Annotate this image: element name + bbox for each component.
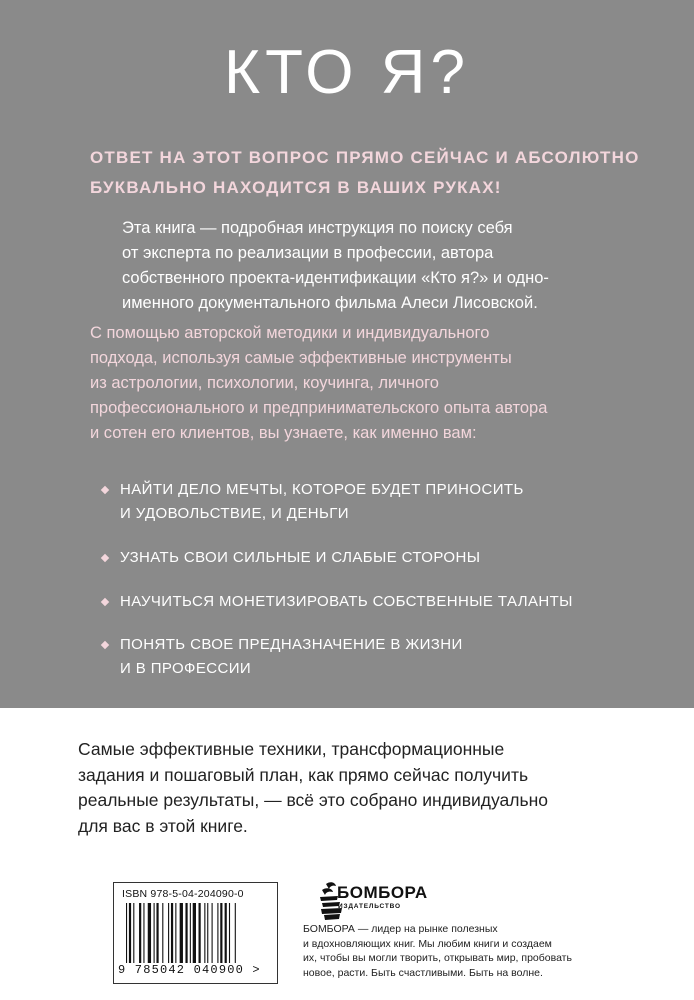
benefit-line: И УДОВОЛЬСТВИЕ, И ДЕНЬГИ (120, 505, 349, 522)
summary-line: Самые эффективные техники, трансформационные (78, 739, 505, 759)
diamond-bullet-icon (101, 641, 109, 649)
intro-line: собственного проекта-идентификации «Кто я?» и одно- (122, 269, 549, 287)
benefit-line: НАУЧИТЬСЯ МОНЕТИЗИРОВАТЬ СОБСТВЕННЫЕ ТАЛАНТЫ (120, 593, 573, 610)
intro-line: Эта книга — подробная инструкция по поиску себя (122, 219, 513, 237)
benefit-line: ПОНЯТЬ СВОЕ ПРЕДНАЗНАЧЕНИЕ В ЖИЗНИ (120, 636, 463, 653)
method-line: С помощью авторской методики и индивидуального (90, 324, 490, 342)
cover-title: КТО Я? (224, 38, 470, 107)
barcode-digits: 9 785042 040900 > (118, 963, 261, 977)
benefit-item (100, 478, 524, 526)
method-line: из астрологии, психологии, коучинга, личного (90, 374, 439, 392)
intro-line: от эксперта по реализации в профессии, автора (122, 244, 494, 262)
publisher-sub: ИЗДАТЕЛЬСТВО (338, 903, 401, 910)
barcode-icon (124, 903, 274, 963)
summary-line: для вас в этой книге. (78, 815, 248, 836)
benefit-line: УЗНАТЬ СВОИ СИЛЬНЫЕ И СЛАБЫЕ СТОРОНЫ (120, 549, 481, 566)
lead-line: БУКВАЛЬНО НАХОДИТСЯ В ВАШИХ РУКАХ! (90, 178, 502, 197)
intro-paragraph (122, 216, 642, 316)
summary-line: задания и пошаговый план, как прямо сейчас получить (78, 764, 529, 785)
publisher-line: БОМБОРА — лидер на рынке полезных (303, 923, 498, 935)
benefit-item (100, 633, 463, 681)
publisher-line: новое, расти. Быть счастливыми. Быть на волне. (303, 966, 543, 979)
method-line: подхода, используя самые эффективные инструменты (90, 349, 512, 367)
benefit-line: И В ПРОФЕССИИ (120, 660, 252, 677)
isbn-label: ISBN 978-5-04-204090-0 (122, 888, 244, 900)
benefit-line: НАЙТИ ДЕЛО МЕЧТЫ, КОТОРОЕ БУДЕТ ПРИНОСИТЬ (120, 481, 524, 498)
publisher-line: и вдохновляющих книг. Мы любим книги и создаем (303, 937, 552, 950)
publisher-name: БОМБОРА (337, 883, 428, 902)
method-line: профессионального и предпринимательского опыта автора (90, 399, 548, 417)
summary-line: реальные результаты, — всё это собрано индивидуально (78, 790, 548, 810)
method-line: и сотен его клиентов, вы узнаете, как именно вам: (90, 424, 477, 442)
publisher-line: их, чтобы вы могли творить, открывать мир, пробовать (303, 952, 572, 964)
lead-question (90, 143, 650, 203)
summary-paragraph (78, 737, 638, 839)
barcode-block (113, 882, 278, 984)
diamond-bullet-icon (101, 486, 109, 494)
publisher-description (303, 922, 583, 980)
benefit-item (100, 546, 480, 570)
method-paragraph (90, 321, 650, 446)
intro-line: именного документального фильма Алеси Лисовской. (122, 294, 538, 312)
diamond-bullet-icon (101, 554, 109, 562)
lead-line: ОТВЕТ НА ЭТОТ ВОПРОС ПРЯМО СЕЙЧАС И АБСОЛЮТНО (90, 148, 640, 167)
diamond-bullet-icon (101, 598, 109, 606)
benefit-item (100, 590, 573, 614)
